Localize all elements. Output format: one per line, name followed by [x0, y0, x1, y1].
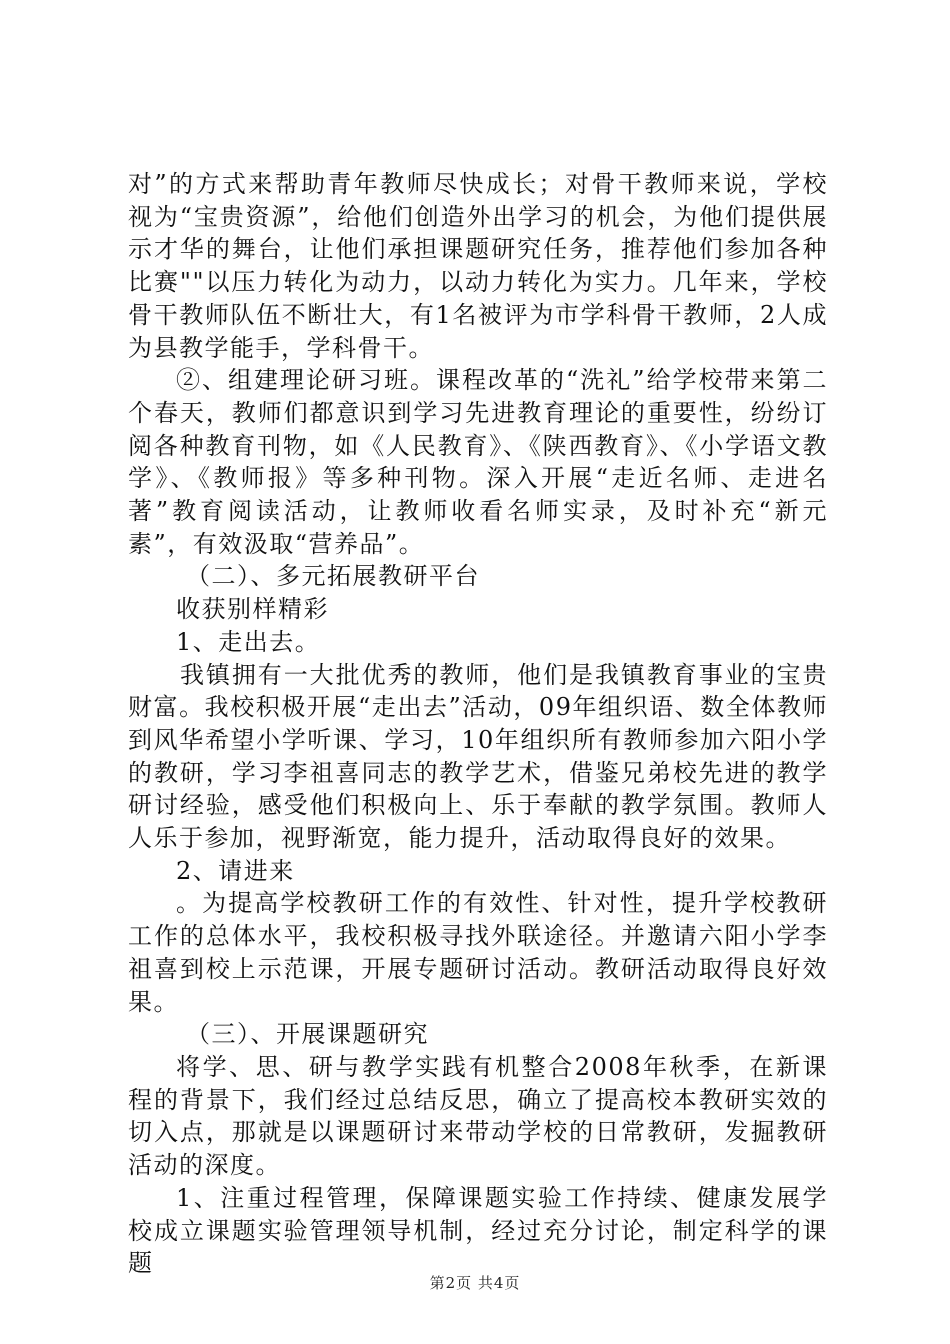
section-heading-2: （二）、多元拓展教研平台 — [186, 562, 480, 591]
paragraph-2: ②、组建理论研习班。课程改革的“洗礼”给学校带来第二个春天，教师们都意识到学习先进教育理论的重要性，纷纷订阅各种教育刊物，如《人民教育》、《陕西教育》、《小学语文教学》、《教师报》等多种刊物。深入开展“走近名师、走进名著”教育阅读活动，让教师收看名师实录，及时补充“新元素”，有效汲取“营养品”。 — [128, 366, 828, 558]
document-body — [128, 168, 828, 1280]
paragraph-5: 将学、思、研与教学实践有机整合2008年秋季，在新课程的背景下，我们经过总结反思，确立了提高校本教研实效的切入点，那就是以课题研讨来带动学校的日常教研，发掘教研活动的深度。 — [128, 1052, 828, 1180]
paragraph-4: 。为提高学校教研工作的有效性、针对性，提升学校教研工作的总体水平，我校积极寻找外联途径。并邀请六阳小学李祖喜到校上示范课，开展专题研讨活动。教研活动取得良好效果。 — [128, 889, 828, 1016]
item-heading-1: 1、走出去。 — [176, 627, 321, 656]
paragraph-3: 我镇拥有一大批优秀的教师，他们是我镇教育事业的宝贵财富。我校积极开展“走出去”活动，09年组织语、数全体教师到风华希望小学听课、学习，10年组织所有教师参加六阳小学的教研，学习李祖喜同志的教学艺术，借鉴兄弟校先进的教学研讨经验，感受他们积极向上、乐于奉献的教学氛围。教师人人乐于参加，视野渐宽，能力提升，活动取得良好的效果。 — [128, 660, 828, 853]
paragraph-1: 对”的方式来帮助青年教师尽快成长；对骨干教师来说，学校视为“宝贵资源”，给他们创造外出学习的机会，为他们提供展示才华的舞台，让他们承担课题研究任务，推荐他们参加各种比赛""以压力转化为动力，以动力转化为实力。几年来，学校骨干教师队伍不断壮大，有1名被评为市学科骨干教师，2人成为县教学能手，学科骨干。 — [128, 170, 828, 362]
section-subheading: 收获别样精彩 — [176, 595, 329, 624]
paragraph-6: 1、注重过程管理，保障课题实验工作持续、健康发展学校成立课题实验管理领导机制，经过充分讨论，制定科学的课题 — [128, 1183, 828, 1278]
item-heading-2: 2、请进来 — [176, 856, 295, 885]
page-footer: 第2页 共4页 — [429, 1274, 521, 1292]
section-heading-3: （三）、开展课题研究 — [186, 1020, 429, 1049]
